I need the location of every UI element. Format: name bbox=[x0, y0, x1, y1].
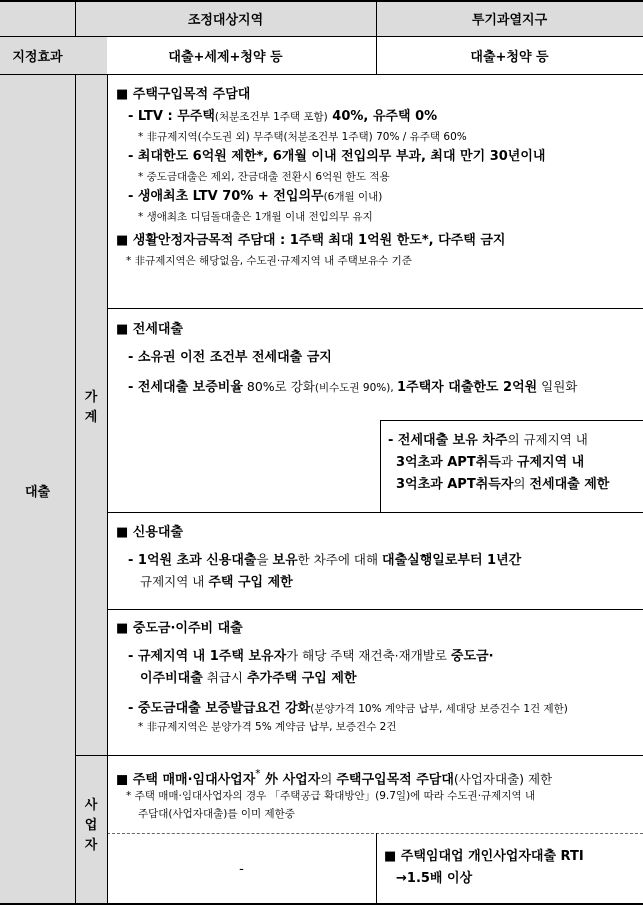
jeonse-ratio bbox=[116, 375, 577, 397]
interim-line2 bbox=[116, 666, 568, 688]
credit-l1d: 한 차주에 대해 bbox=[297, 552, 383, 567]
effect-label: 지정효과 bbox=[12, 49, 63, 65]
biz-note1: * 주택 매매·임대사업자의 경우 「주택공급 확대방안」(9.7일)에 따라 수도권·규제지역 내 bbox=[126, 790, 536, 802]
interim-l1a: - 규제지역 내 1주택 보유자 bbox=[128, 649, 287, 664]
tj-2b: 과 bbox=[500, 454, 517, 469]
mortgage-section bbox=[116, 84, 545, 270]
ltv-a: - LTV : 무주택 bbox=[128, 109, 215, 124]
mortgage-first-note: * 생애최초 디딤돌대출은 1개월 이내 전입의무 유지 bbox=[138, 211, 373, 223]
interim-section bbox=[116, 618, 568, 736]
ratio-c: (비수도권 90%), bbox=[314, 382, 398, 394]
interim-l2a: 이주비대출 bbox=[140, 671, 203, 686]
ltv-c: 40%, 유주택 0% bbox=[327, 109, 438, 124]
interim-l1b: 가 해당 주택 재건축·재개발로 bbox=[286, 648, 451, 663]
interim-note: * 非규제지역은 분양가격 5% 계약금 납부, 보증건수 2건 bbox=[138, 721, 397, 733]
business-text: 사업자 bbox=[84, 798, 98, 853]
interim-line1 bbox=[116, 644, 568, 666]
header-col-speculative: 투기과열지구 bbox=[471, 12, 548, 28]
mortgage-title: ■ 주택구입목적 주담대 bbox=[116, 87, 251, 102]
credit-line2 bbox=[116, 570, 521, 592]
biz-l1b: 外 사업자 bbox=[260, 772, 321, 788]
biz-l1sup: * bbox=[255, 768, 261, 780]
credit-section bbox=[116, 522, 521, 592]
biz-rti-1: ■ 주택임대업 개인사업자대출 RTI bbox=[384, 849, 584, 864]
side-household-label bbox=[75, 388, 107, 428]
biz-left-dash: - bbox=[239, 861, 244, 877]
ratio-a: - 전세대출 보증비율 bbox=[128, 380, 243, 395]
biz-l1a: ■ 주택 매매·임대사업자 bbox=[116, 772, 256, 788]
credit-l1a: - 1억원 초과 신용대출 bbox=[128, 553, 257, 568]
credit-l1e: 대출실행일로부터 1년간 bbox=[382, 553, 522, 568]
jeonse-ownership: - 소유권 이전 조건부 전세대출 금지 bbox=[128, 350, 332, 365]
mortgage-ltv-note: * 非규제지역(수도권 외) 무주택(처분조건부 1주택) 70% / 유주택 60% bbox=[138, 131, 467, 143]
ltv-b: (처분조건부 1주택 포함) bbox=[214, 111, 328, 123]
interim-g-a: - 중도금대출 보증발급요건 강화 bbox=[128, 701, 311, 716]
interim-g-b: (분양가격 10% 계약금 납부, 세대당 보증건수 1건 제한) bbox=[310, 703, 568, 715]
ratio-b: 80%로 강화 bbox=[242, 379, 315, 394]
credit-l2a: 규제지역 내 bbox=[140, 574, 209, 589]
side-loan-label: 대출 bbox=[24, 484, 51, 500]
effect-speculative: 대출+청약 등 bbox=[470, 49, 549, 65]
biz-rti-2: →1.5배 이상 bbox=[396, 871, 473, 886]
living-note: * 非규제지역은 해당없음, 수도권·규제지역 내 주택보유수 기준 bbox=[126, 255, 412, 267]
household-text: 가계 bbox=[84, 390, 98, 425]
biz-l1d: 주택구입목적 주담대 bbox=[336, 772, 454, 788]
interim-l2c: 추가주택 구입 제한 bbox=[246, 671, 357, 686]
header-col-adjusted: 조정대상지역 bbox=[187, 12, 264, 28]
business-section bbox=[116, 763, 552, 823]
tj-2c: 규제지역 내 bbox=[516, 455, 585, 470]
interim-l1c: 중도금· bbox=[450, 649, 494, 664]
mortgage-limit-note: * 중도금대출은 제외, 잔금대출 전환시 6억원 한도 적용 bbox=[138, 171, 390, 183]
biz-rti bbox=[384, 846, 584, 890]
ratio-d: 1주택자 대출한도 2억원 bbox=[397, 380, 538, 395]
tj-1b: 의 규제지역 내 bbox=[507, 432, 588, 447]
tj-1a: - 전세대출 보유 차주 bbox=[388, 433, 508, 448]
interim-l2b: 취급시 bbox=[202, 670, 247, 685]
tj-3c: 전세대출 제한 bbox=[529, 477, 610, 492]
side-shade-top bbox=[0, 0, 75, 36]
effect-adjusted: 대출+세제+청약 등 bbox=[168, 49, 283, 65]
credit-l2b: 주택 구입 제한 bbox=[208, 575, 293, 590]
biz-note2: 주담대(사업자대출)를 이미 제한중 bbox=[138, 808, 295, 820]
biz-l1c: 의 bbox=[320, 771, 337, 787]
jeonse-title: ■ 전세대출 bbox=[116, 322, 184, 337]
first-b: (6개월 이내) bbox=[323, 191, 383, 203]
credit-l1b: 을 bbox=[256, 552, 273, 567]
jeonse-speculative bbox=[388, 428, 609, 494]
jeonse-section bbox=[116, 319, 577, 397]
tj-3a: 3억초과 APT취득자 bbox=[396, 477, 514, 492]
mortgage-first bbox=[116, 186, 545, 208]
biz-l1f: 제한 bbox=[524, 771, 553, 787]
biz-l1e: (사업자대출) bbox=[453, 771, 525, 787]
ratio-e: 일원화 bbox=[537, 379, 578, 394]
side-business-label bbox=[75, 796, 107, 856]
mortgage-limit: - 최대한도 6억원 제한*, 6개월 이내 전입의무 부과, 최대 만기 30년이내 bbox=[128, 149, 546, 164]
credit-l1c: 보유 bbox=[272, 553, 298, 568]
tj-2a: 3억초과 APT취득 bbox=[396, 455, 501, 470]
first-a: - 생애최초 LTV 70% + 전입의무 bbox=[128, 189, 324, 204]
mortgage-ltv bbox=[116, 106, 545, 128]
credit-line1 bbox=[116, 548, 521, 570]
living-title: ■ 생활안정자금목적 주담대 : 1주택 최대 1억원 한도*, 다주택 금지 bbox=[116, 233, 506, 248]
tj-3b: 의 bbox=[513, 476, 530, 491]
credit-title: ■ 신용대출 bbox=[116, 525, 184, 540]
interim-guarantee bbox=[116, 696, 568, 718]
interim-title: ■ 중도금·이주비 대출 bbox=[116, 621, 243, 636]
